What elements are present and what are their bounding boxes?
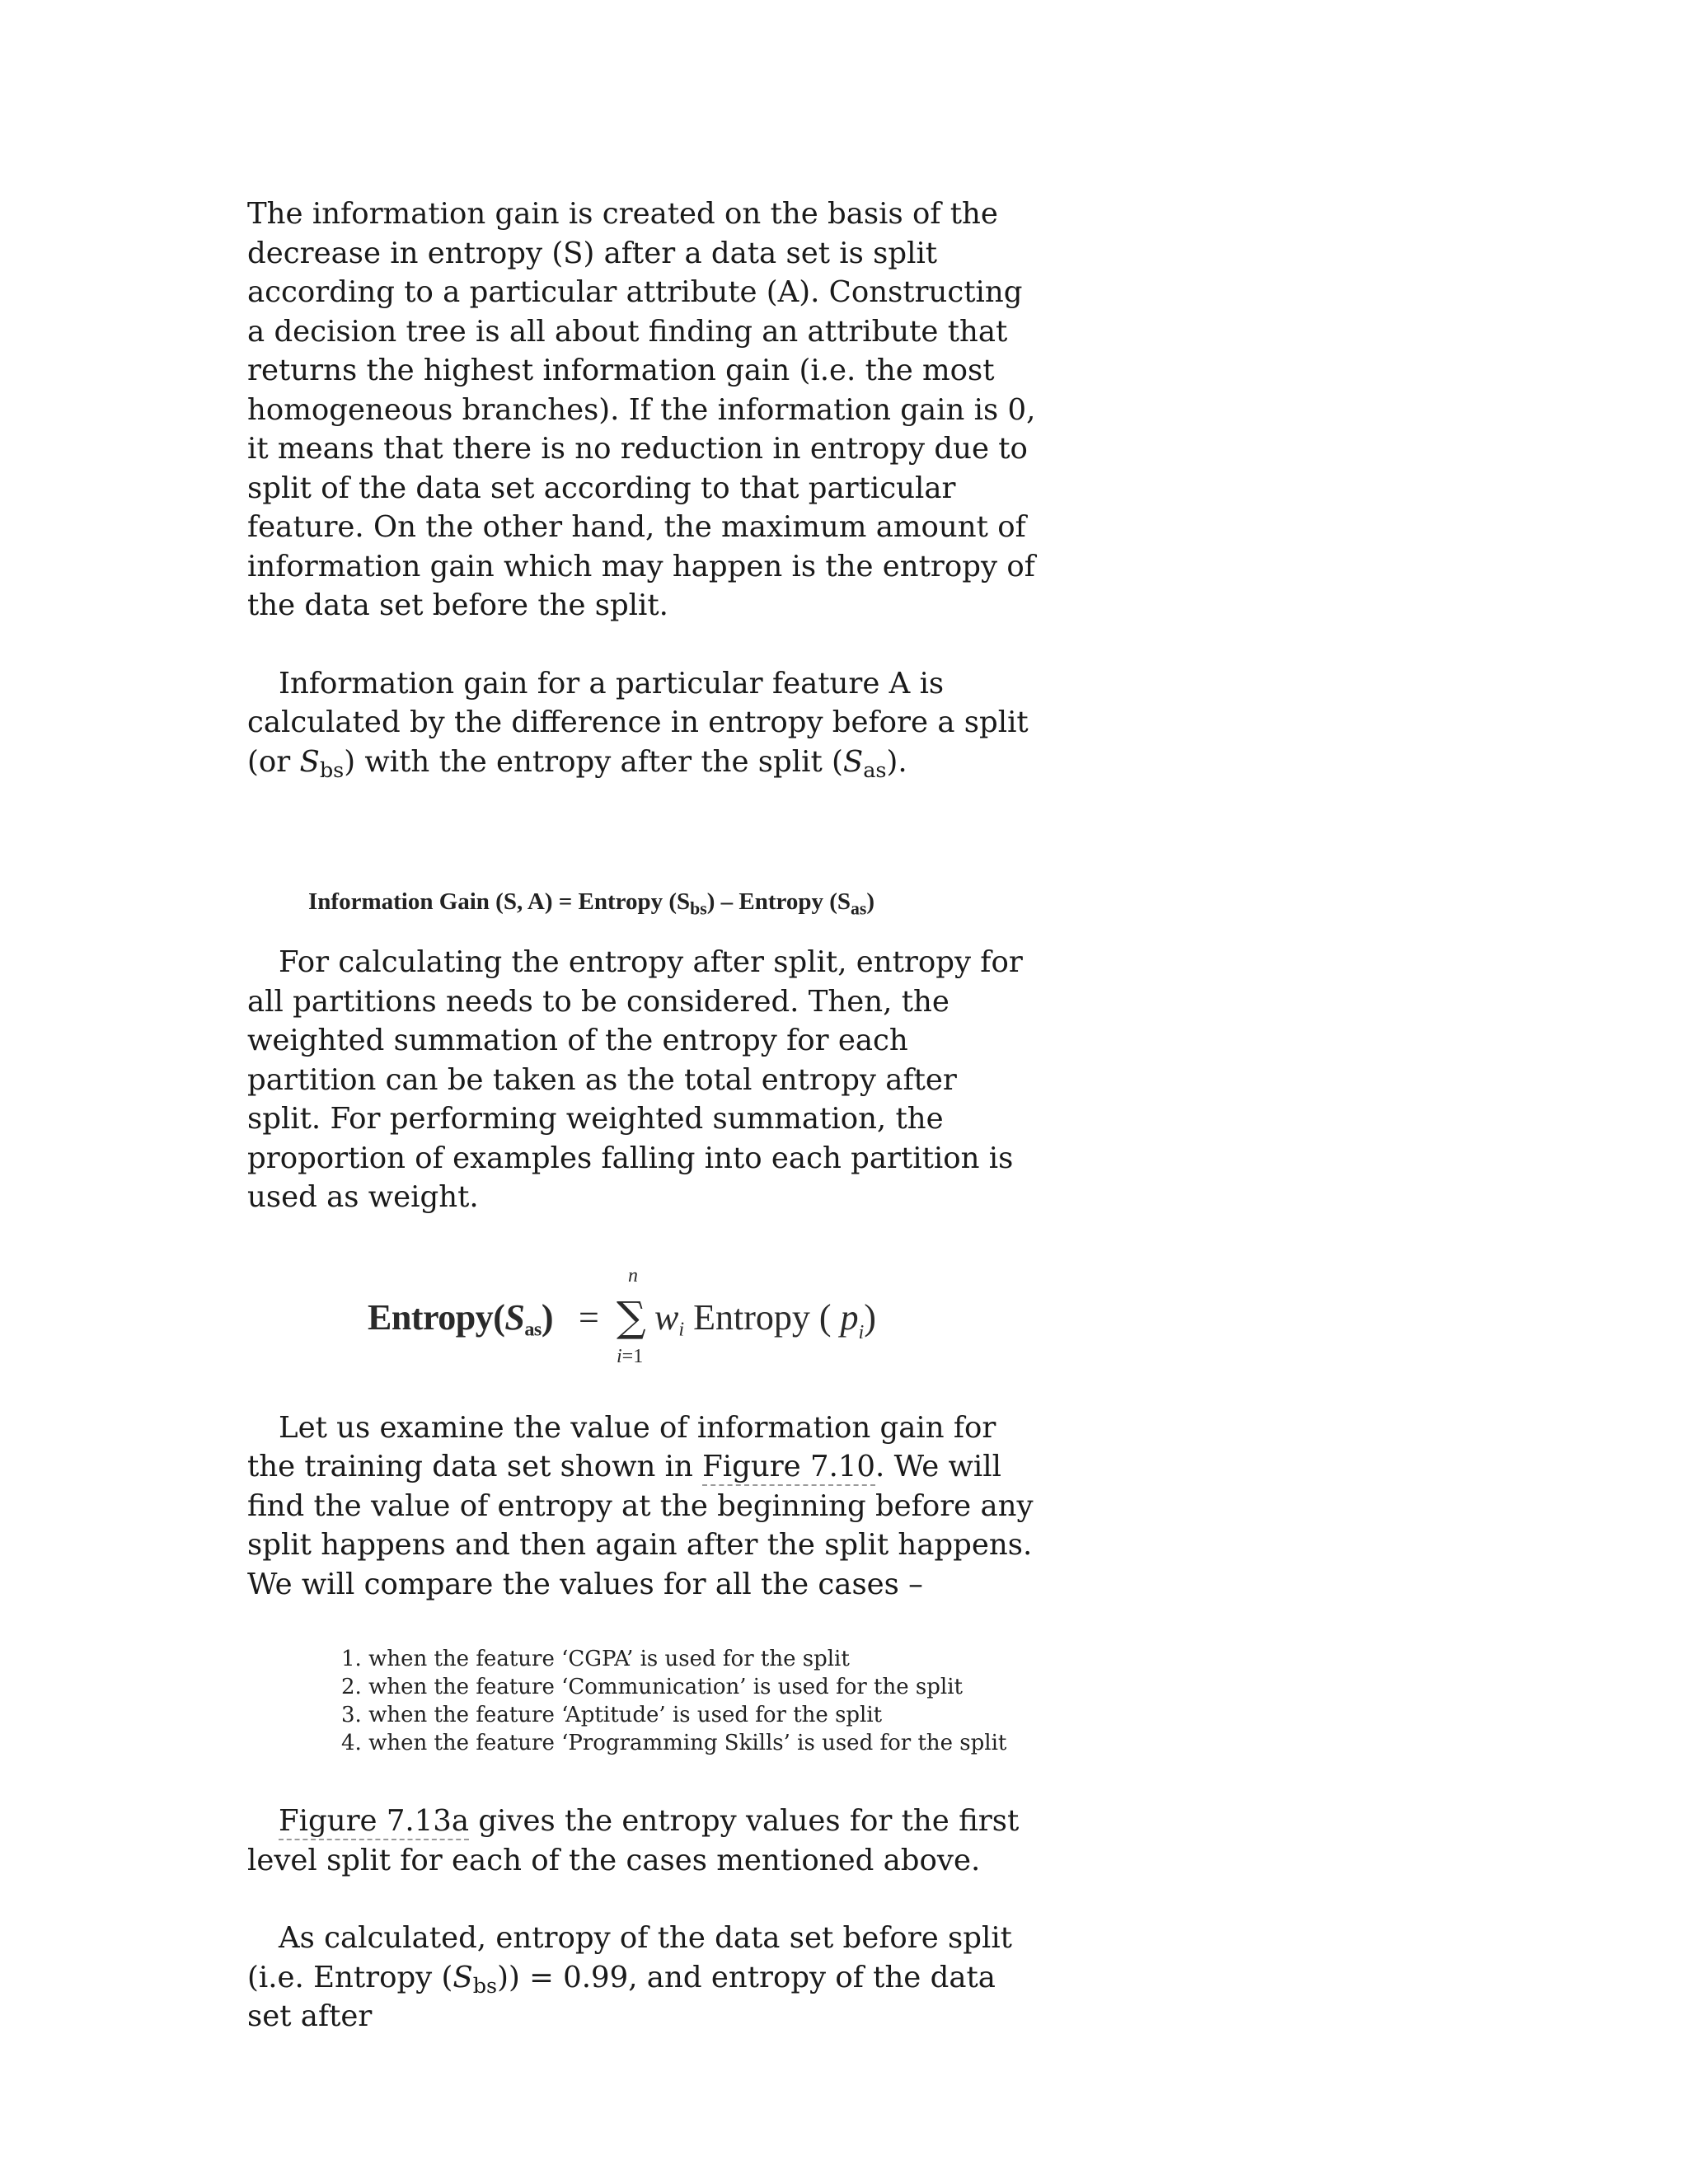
formula-entropy-word: Entropy xyxy=(368,1296,494,1338)
paragraph-3-text: For calculating the entropy after split, entropy for all partitions needs to be considered. Then, the weighted summation of the entropy for each partition can be taken as the total entropy after split. For performing weighted summation, the proportion of examples falling into each partition is used as weight. xyxy=(247,945,1023,1214)
subscript-bs: bs xyxy=(472,1973,498,1999)
formula-equals: = xyxy=(579,1296,599,1338)
summation-sign: ∑ xyxy=(617,1292,646,1341)
formula-segment: Information Gain (S, A) = Entropy (S xyxy=(308,888,691,915)
list-item: 4. when the feature ‘Programming Skills’ is used for the split xyxy=(341,1731,1007,1755)
list-item: 3. when the feature ‘Aptitude’ is used for the split xyxy=(341,1703,883,1727)
paragraph-figure-reference xyxy=(247,1802,1039,1880)
paragraph-information-gain-definition xyxy=(247,664,1039,782)
paragraph-examine-information-gain xyxy=(247,1408,1039,1605)
figure-7-10-link[interactable]: Figure 7.10 xyxy=(702,1450,875,1486)
subscript-bs: bs xyxy=(319,757,345,783)
text-segment: Information gain for a particular feature A is calculated by the difference in entropy before a split (or xyxy=(247,666,1029,779)
formula-lhs xyxy=(368,1296,553,1338)
document-page xyxy=(247,194,1039,2036)
paragraph-entropy-after-split xyxy=(247,943,1039,1217)
formula-paren: ( xyxy=(493,1296,505,1338)
paragraph-information-gain-intro xyxy=(247,194,1039,626)
split-cases-list xyxy=(247,1645,1039,1757)
formula-weight: w xyxy=(654,1296,679,1338)
text-segment: ). xyxy=(886,744,907,779)
summation-start: =1 xyxy=(621,1345,644,1367)
formula-segment: ) – Entropy (S xyxy=(706,888,851,915)
symbol-s: S xyxy=(299,744,320,779)
list-item: 1. when the feature ‘CGPA’ is used for the split xyxy=(341,1647,850,1671)
symbol-s: S xyxy=(842,744,864,779)
weighted-entropy-formula xyxy=(368,1265,1039,1380)
subscript-as: as xyxy=(863,757,887,783)
list-item: 2. when the feature ‘Communication’ is used for the split xyxy=(341,1675,963,1699)
formula-rhs xyxy=(654,1296,876,1344)
formula-symbol-s: S xyxy=(504,1296,525,1338)
formula-subscript-as: as xyxy=(851,898,867,919)
text-segment: . We will find the value of entropy at the beginning before any split happens and then again after the split happens. We will compare the values for all the cases – xyxy=(247,1450,1034,1601)
formula-subscript-bs: bs xyxy=(690,898,707,919)
paragraph-entropy-calculated xyxy=(247,1919,1039,2036)
summation-upper-limit: n xyxy=(628,1264,638,1286)
symbol-s: S xyxy=(452,1960,473,1994)
text-segment: Let us examine the value of information gain for the training data set shown in xyxy=(247,1410,996,1483)
formula-paren: ) xyxy=(864,1296,876,1338)
summation-lower-limit xyxy=(617,1346,643,1368)
formula-entropy-word: Entropy ( xyxy=(684,1296,841,1338)
information-gain-formula xyxy=(308,885,1039,918)
text-segment: ) with the entropy after the split ( xyxy=(344,744,843,779)
formula-partition-subscript: i xyxy=(858,1320,865,1343)
paragraph-1-text: The information gain is created on the basis of the decrease in entropy (S) after a data set is split according to a particular attribute (A). Constructing a decision tree is all about finding an attribute that returns the highest information gain (i.e. the most homogeneous branches). If the information gain is 0, it means that there is no reduction in entropy due to split of the data set according to that particular feature. On the other hand, the maximum amount of information gain which may happen is the entropy of the data set before the split. xyxy=(247,197,1036,622)
formula-segment: ) xyxy=(866,888,875,915)
figure-7-13a-link[interactable]: Figure 7.13a xyxy=(279,1804,469,1840)
text-segment: gives the entropy values for the first level split for each of the cases mentioned above. xyxy=(247,1804,1020,1877)
formula-paren: ) xyxy=(541,1296,553,1338)
formula-subscript-as: as xyxy=(524,1317,542,1340)
summation-index: i xyxy=(617,1345,622,1367)
text-segment: As calculated, entropy of the data set before split (i.e. Entropy ( xyxy=(247,1921,1012,1994)
text-segment: )) = 0.99, and entropy of the data set after xyxy=(247,1960,996,2033)
formula-weight-subscript: i xyxy=(678,1317,685,1340)
formula-partition: p xyxy=(840,1296,859,1338)
